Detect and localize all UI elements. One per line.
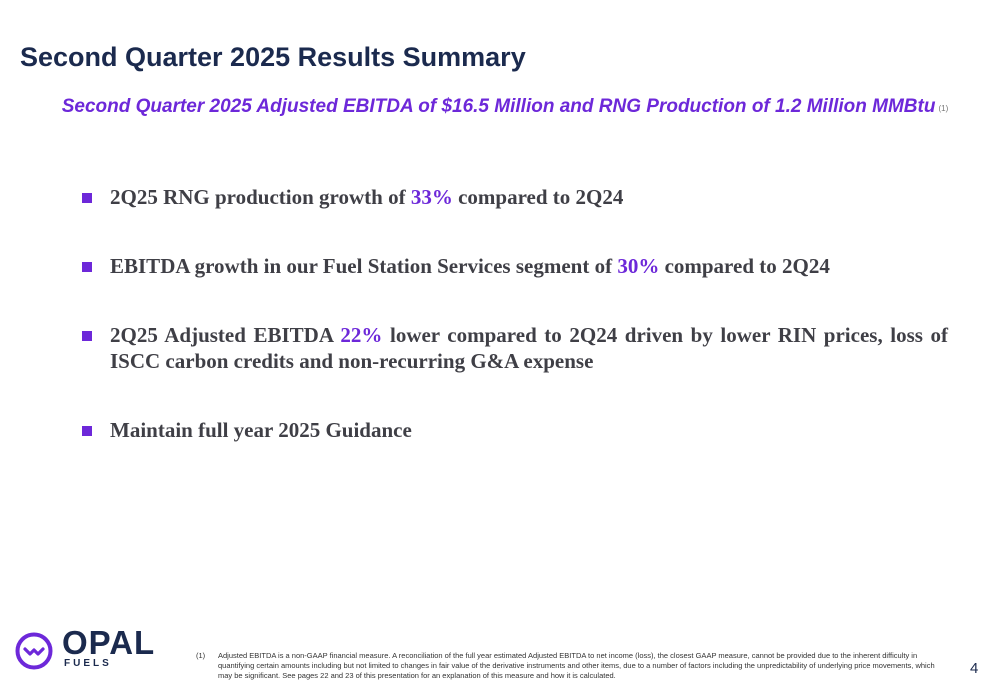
bullet-item [78,322,948,374]
bullet-square-icon [82,331,92,341]
bullet-text: EBITDA growth in our Fuel Station Services segment of [110,254,618,278]
bullet-text-rest: compared to 2Q24 [452,185,624,209]
bullet-text: 2Q25 RNG production growth of [110,185,411,209]
bullet-highlight: 33% [410,185,453,209]
bullet-square-icon [82,193,92,203]
logo-wordmark: OPAL [62,624,156,661]
bullet-text-rest: lower compared to 2Q24 driven by lower RIN prices, loss of ISCC carbon credits and non-recurring G&A expense [110,323,948,373]
slide-subtitle [40,94,970,119]
footnote-text: Adjusted EBITDA is a non-GAAP financial measure. A reconciliation of the full year estimated Adjusted EBITDA to net income (loss), the closest GAAP measure, cannot be provided due to the inherent difficulty in quantifying certain amounts including but not limited to changes in fair value of the derivative instruments and other items, due to a number of factors including the unpredictability of underlying price movements, which may be significant. See pages 22 and 23 of this presentation for an explanation of this measure and how it is calculated. [218,651,935,680]
bullet-square-icon [82,426,92,436]
logo-subtext: FUELS [64,658,112,669]
bullet-item [78,417,948,443]
opal-fuels-logo [14,624,194,674]
page-number: 4 [970,660,979,677]
bullet-text: Maintain full year 2025 Guidance [110,418,412,442]
bullet-item [78,253,948,279]
bullet-square-icon [82,262,92,272]
bullet-highlight: 22% [340,323,383,347]
bullet-text: 2Q25 Adjusted EBITDA [110,323,341,347]
footnote-number: (1) [196,651,206,660]
bullet-item [78,184,948,210]
bullet-list [78,184,948,443]
slide-title: Second Quarter 2025 Results Summary [20,42,526,72]
bullet-text-rest: compared to 2Q24 [659,254,830,278]
bullet-highlight: 30% [617,254,660,278]
subtitle-footnote-ref: (1) [938,104,949,113]
subtitle-text: Second Quarter 2025 Adjusted EBITDA of $16.5 Million and RNG Production of 1.2 Million MMBtu [61,96,936,117]
opal-circle-icon [14,631,54,671]
